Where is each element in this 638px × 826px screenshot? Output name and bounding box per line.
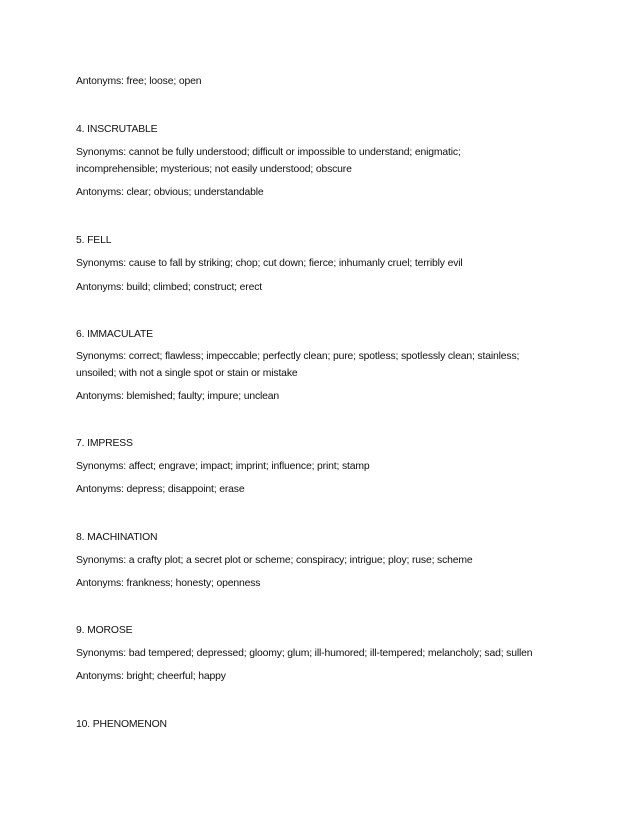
antonyms-line-5: Antonyms: build; climbed; construct; erect <box>76 282 263 293</box>
synonyms-line-4: Synonyms: cannot be fully understood; difficult or impossible to understand; enigmatic; <box>76 147 461 158</box>
synonyms-line-7: Synonyms: affect; engrave; impact; imprint; influence; print; stamp <box>76 461 370 472</box>
antonyms-line-3: Antonyms: free; loose; open <box>76 76 202 87</box>
synonyms-line-5: Synonyms: cause to fall by striking; chop; cut down; fierce; inhumanly cruel; terribly evil <box>76 258 463 269</box>
heading-immaculate: 6. IMMACULATE <box>76 329 153 340</box>
heading-phenomenon: 10. PHENOMENON <box>76 719 167 730</box>
antonyms-line-4: Antonyms: clear; obvious; understandable <box>76 187 264 198</box>
antonyms-line-7: Antonyms: depress; disappoint; erase <box>76 484 245 495</box>
heading-impress: 7. IMPRESS <box>76 438 133 449</box>
antonyms-line-6: Antonyms: blemished; faulty; impure; unclean <box>76 391 280 402</box>
antonyms-line-8: Antonyms: frankness; honesty; openness <box>76 578 261 589</box>
synonyms-line-6-cont: unsoiled; with not a single spot or stain or mistake <box>76 368 298 379</box>
synonyms-line-8: Synonyms: a crafty plot; a secret plot or scheme; conspiracy; intrigue; ploy; ruse; scheme <box>76 555 473 566</box>
synonyms-line-9: Synonyms: bad tempered; depressed; gloomy; glum; ill-humored; ill-tempered; melancholy; sad; sullen <box>76 648 533 659</box>
antonyms-line-9: Antonyms: bright; cheerful; happy <box>76 671 226 682</box>
heading-fell: 5. FELL <box>76 235 112 246</box>
synonyms-line-4-cont: incomprehensible; mysterious; not easily understood; obscure <box>76 164 352 175</box>
heading-inscrutable: 4. INSCRUTABLE <box>76 124 158 135</box>
heading-morose: 9. MOROSE <box>76 625 133 636</box>
heading-machination: 8. MACHINATION <box>76 532 158 543</box>
synonyms-line-6: Synonyms: correct; flawless; impeccable; perfectly clean; pure; spotless; spotlessly clean; stainless; <box>76 351 520 362</box>
